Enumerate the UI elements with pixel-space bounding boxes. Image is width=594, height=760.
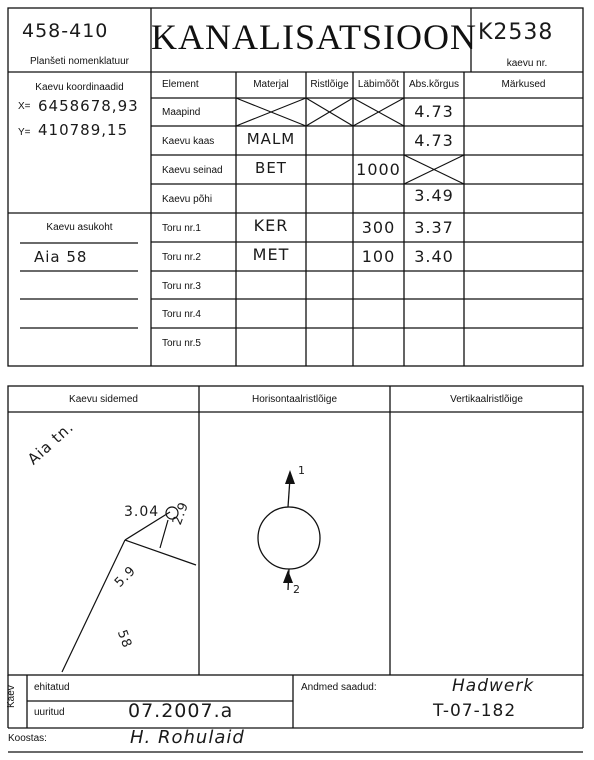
source-label: Andmed saadud: — [301, 682, 377, 693]
row-element: Kaevu kaas — [162, 136, 215, 147]
material-value: MET — [252, 245, 290, 264]
surveyed-label: uuritud — [34, 707, 65, 718]
plan-label: Planšeti nomenklatuur — [30, 56, 129, 67]
tie-distance-1: 3.04 — [124, 504, 160, 520]
row-element: Toru nr.3 — [162, 281, 201, 292]
well-side-label: Kaev — [6, 685, 17, 708]
header-diameter: Läbimõõt — [357, 79, 400, 90]
row-element: Maapind — [162, 107, 201, 118]
header-material: Materjal — [253, 79, 289, 90]
pipe-2-label: 2 — [293, 583, 301, 596]
surveyed-value: 07.2007.a — [128, 700, 234, 722]
material-value: KER — [253, 216, 289, 235]
material-value: BET — [255, 159, 287, 177]
street-label: Aia tn. — [24, 417, 78, 469]
pipe-1-label: 1 — [298, 464, 306, 477]
tie-distance-2: 2.9 — [170, 499, 193, 528]
source-value-2: T-07-182 — [433, 701, 517, 721]
header-cross-section: Ristlõige — [310, 79, 349, 90]
abs-height-value: 4.73 — [414, 102, 454, 121]
house-number-label: 58 — [113, 628, 135, 651]
row-element: Kaevu põhi — [162, 194, 213, 205]
abs-height-value: 3.40 — [414, 247, 454, 266]
compiled-value: H. Rohulaid — [130, 727, 245, 748]
header-notes: Märkused — [501, 79, 546, 90]
tie-distance-3: 5.9 — [112, 563, 140, 591]
material-value: MALM — [246, 130, 296, 148]
header-element: Element — [162, 79, 199, 90]
abs-height-value: 4.73 — [414, 131, 454, 150]
location-value: Aia 58 — [34, 248, 88, 266]
horizontal-section-label: Horisontaalristlõige — [251, 394, 338, 405]
ties-label: Kaevu sidemed — [69, 394, 138, 405]
y-label: Y= — [18, 127, 31, 138]
row-element: Toru nr.4 — [162, 309, 201, 320]
abs-height-value: 3.37 — [414, 218, 454, 237]
location-label: Kaevu asukoht — [46, 222, 113, 233]
x-label: X= — [18, 101, 31, 112]
y-value: 410789,15 — [38, 121, 129, 139]
vertical-section-label: Vertikaalristlõige — [450, 394, 523, 405]
diameter-value: 1000 — [356, 160, 401, 179]
x-value: 6458678,93 — [38, 97, 139, 115]
form-title: KANALISATSIOON — [151, 17, 477, 57]
diameter-value: 300 — [361, 218, 396, 237]
compiled-label: Koostas: — [8, 733, 47, 744]
abs-height-value: 3.49 — [414, 186, 454, 205]
row-element: Toru nr.2 — [162, 252, 201, 263]
source-value-1: Hadwerk — [452, 676, 535, 696]
row-element: Kaevu seinad — [162, 165, 223, 176]
well-number: K2538 — [478, 20, 554, 45]
header-abs-height: Abs.kõrgus — [408, 79, 460, 90]
row-element: Toru nr.5 — [162, 338, 201, 349]
coordinates-label: Kaevu koordinaadid — [35, 82, 124, 93]
built-label: ehitatud — [34, 682, 70, 693]
diameter-value: 100 — [361, 247, 396, 266]
plan-number: 458-410 — [22, 20, 109, 42]
row-element: Toru nr.1 — [162, 223, 201, 234]
well-number-label: kaevu nr. — [506, 58, 548, 69]
